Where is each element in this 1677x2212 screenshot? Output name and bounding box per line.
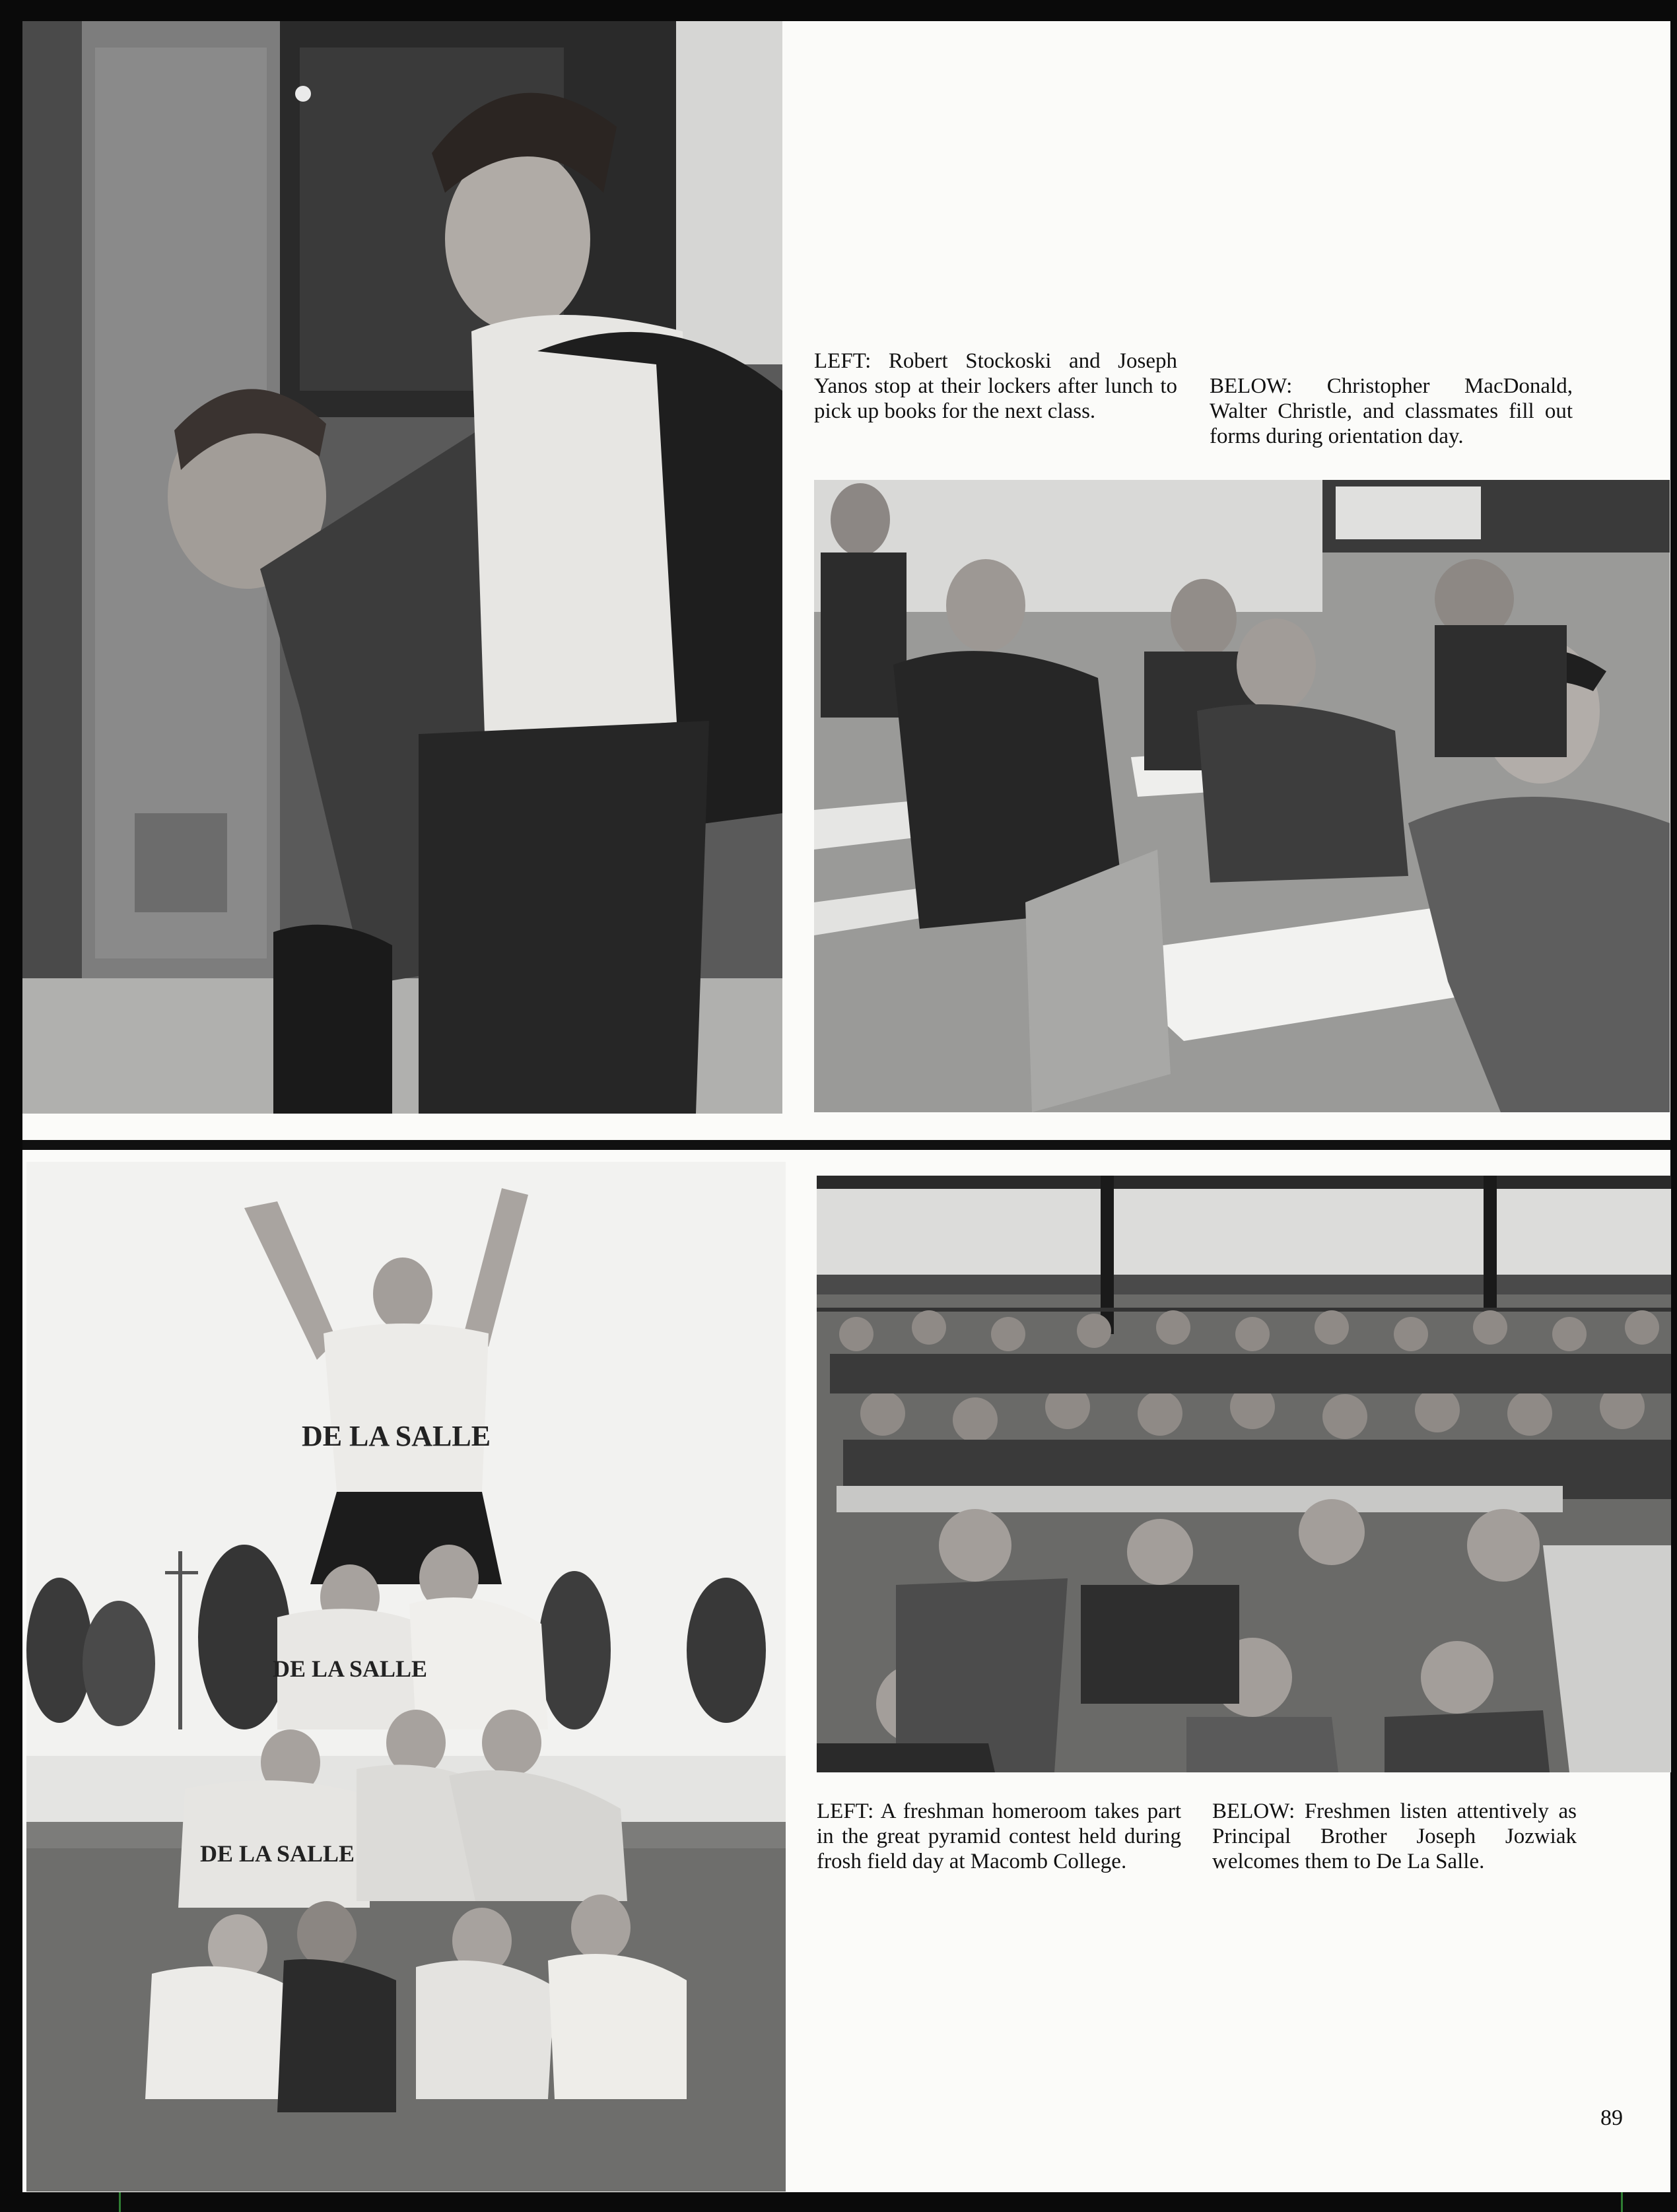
classroom-caption: BELOW: Christopher MacDonald, Walter Christle, and classmates fill out forms during orientation day. bbox=[1210, 374, 1573, 448]
crop-mark bbox=[1621, 2192, 1623, 2212]
crop-mark bbox=[119, 2192, 121, 2212]
pyramid-photo-image bbox=[26, 1162, 786, 2192]
section-divider bbox=[22, 1140, 1670, 1150]
assembly-photo bbox=[817, 1176, 1671, 1772]
shirt-print-second: DE LA SALLE bbox=[272, 1656, 428, 1682]
shirt-print-top: DE LA SALLE bbox=[301, 1420, 491, 1452]
pyramid-photo bbox=[26, 1162, 786, 2192]
lockers-caption: LEFT: Robert Stockoski and Joseph Yanos stop at their lockers after lunch to pick up books for the next class. bbox=[814, 349, 1177, 423]
classroom-photo-image bbox=[814, 480, 1670, 1112]
shirt-print-third: DE LA SALLE bbox=[199, 1840, 355, 1867]
lockers-photo bbox=[22, 21, 782, 1114]
classroom-photo bbox=[814, 480, 1670, 1112]
lockers-photo-image bbox=[22, 21, 782, 1114]
assembly-caption: BELOW: Freshmen listen attentively as Principal Brother Joseph Jozwiak welcomes them to De La Salle. bbox=[1212, 1799, 1577, 1873]
pyramid-caption: LEFT: A freshman homeroom takes part in the great pyramid contest held during frosh field day at Macomb College. bbox=[817, 1799, 1181, 1873]
assembly-photo-image bbox=[817, 1176, 1671, 1772]
page-number: 89 bbox=[1600, 2106, 1623, 2130]
